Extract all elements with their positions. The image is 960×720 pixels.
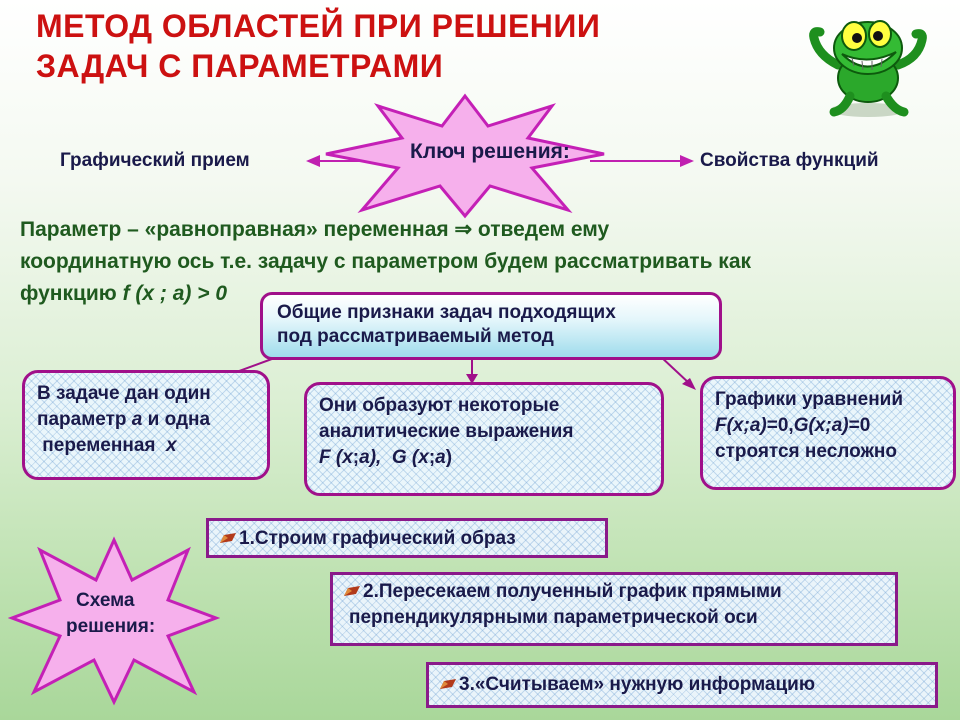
box1-line-3a: переменная (37, 435, 167, 456)
box1-line-2 (37, 407, 255, 433)
box2-f-sep: ; (352, 447, 360, 468)
box2-f-a: a (359, 447, 370, 468)
title-line-2: ЗАДАЧ С ПАРАМЕТРАМИ (36, 48, 444, 84)
feature-box-graphs (700, 376, 956, 490)
box3-f-eq: F(x;a) (715, 415, 767, 436)
box2-line-1: Они образуют некоторые (319, 395, 560, 416)
common-features-box (260, 292, 722, 360)
box3-f-zero: =0, (766, 415, 794, 436)
box2-f-x: x (342, 447, 353, 468)
title-line-1: МЕТОД ОБЛАСТЕЙ ПРИ РЕШЕНИИ (36, 8, 601, 44)
step-2-line-2: перпендикулярными параметрической оси (349, 607, 758, 628)
function-properties-label: Свойства функций (700, 150, 879, 171)
box3-g-zero: =0 (848, 415, 871, 436)
frog-mascot-icon (808, 10, 928, 122)
box3-line-1: Графики уравнений (715, 389, 904, 410)
graphical-method-label: Графический прием (60, 150, 250, 171)
paragraph-line-1: Параметр – «равноправная» переменная ⇒ отведем ему (20, 218, 610, 241)
box1-param-a: a (131, 409, 143, 430)
paragraph-line-2: координатную ось т.е. задачу с параметром будем рассматривать как (20, 250, 752, 273)
box2-g-x: x (418, 447, 429, 468)
box2-line-3 (319, 445, 649, 471)
step-3-box (426, 662, 938, 708)
box2-f-open: F ( (319, 447, 343, 468)
box2-g-sep: ; (428, 447, 436, 468)
step-2-line-1 (343, 579, 885, 605)
step-1-text: 1.Строим графический образ (239, 528, 516, 549)
step-2-box (330, 572, 898, 646)
common-features-line-1: Общие признаки задач подходящих (277, 302, 616, 323)
feature-box-one-parameter (22, 370, 270, 480)
box1-var-x: x (166, 435, 177, 456)
box1-line-1: В задаче дан один (37, 383, 211, 404)
function-expression: f (x ; a) > 0 (122, 282, 228, 305)
pencil-bullet-icon (439, 677, 457, 691)
pencil-bullet-icon (343, 584, 361, 598)
step-2-line-1-text: 2.Пересекаем полученный график прямыми (363, 581, 782, 602)
box3-line-2 (715, 413, 941, 439)
box2-g-close: ) (445, 447, 453, 468)
box3-line-3: строятся несложно (715, 441, 897, 462)
scheme-line-1: Схема (76, 590, 135, 611)
key-star-label: Ключ решения: (410, 140, 570, 163)
box1-line-3 (37, 433, 255, 459)
pencil-bullet-icon (219, 531, 237, 545)
feature-box-expressions (304, 382, 664, 496)
box3-g-eq: G(x;a) (793, 415, 849, 436)
scheme-line-2: решения: (66, 616, 156, 637)
step-3-text: 3.«Считываем» нужную информацию (459, 674, 816, 695)
box1-line-2a: параметр (37, 409, 132, 430)
slide-title (36, 6, 736, 86)
box2-g-open: ), G ( (369, 447, 419, 468)
box1-line-2c: и одна (142, 409, 211, 430)
box2-g-a: a (435, 447, 446, 468)
box2-line-2: аналитические выражения (319, 421, 574, 442)
step-1-box (206, 518, 608, 558)
scheme-star-label (66, 588, 155, 640)
common-features-line-2: под рассматриваемый метод (277, 326, 554, 347)
paragraph-line-3-text: функцию (20, 282, 123, 305)
